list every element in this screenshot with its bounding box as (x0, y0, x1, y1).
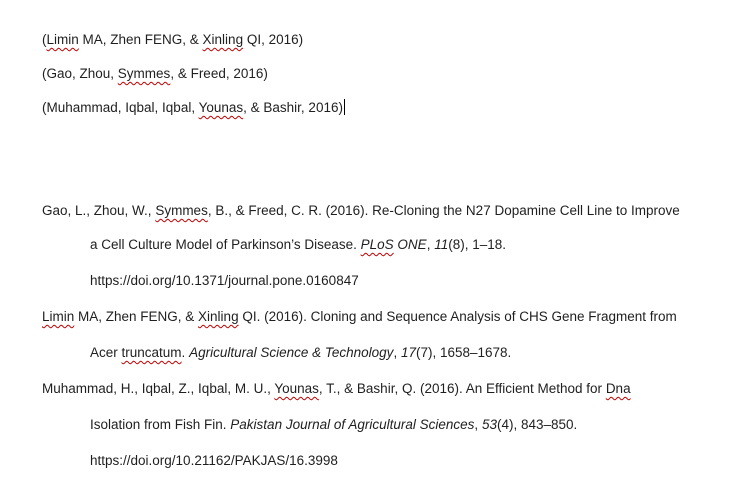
text: Muhammad, H., Iqbal, Z., Iqbal, M. U., (42, 381, 275, 396)
reference-3-doi[interactable]: https://doi.org/10.21162/PAKJAS/16.3998 (90, 453, 338, 468)
spellcheck-word[interactable]: Younas (198, 100, 244, 115)
reference-1-doi[interactable]: https://doi.org/10.1371/journal.pone.0160847 (90, 273, 359, 288)
citation-line-1[interactable] (42, 31, 303, 49)
reference-1-line-1[interactable] (42, 202, 680, 220)
text: , & Freed, 2016) (170, 66, 268, 81)
text: (7), 1658–1678. (415, 345, 512, 360)
text: . (181, 345, 190, 360)
text: , (474, 417, 482, 432)
text: Gao, L., Zhou, W., (42, 203, 156, 218)
text: (4), 843–850. (496, 417, 578, 432)
spellcheck-word[interactable]: Younas (274, 381, 319, 396)
citation-line-2[interactable] (42, 65, 268, 83)
text: , B., & Freed, C. R. (2016). Re-Cloning the N27 Dopamine Cell Line to Improve (207, 203, 680, 218)
text: a Cell Culture Model of Parkinson’s Disease. (90, 237, 361, 252)
text: MA, Zhen FENG, & (74, 309, 199, 324)
volume: 11 (434, 237, 449, 252)
spellcheck-word[interactable]: Symmes (117, 66, 171, 81)
text-cursor (344, 99, 345, 115)
text: QI, 2016) (243, 32, 304, 47)
text: (Gao, Zhou, (42, 66, 118, 81)
reference-3-line-1[interactable] (42, 380, 631, 398)
reference-2-line-2[interactable] (90, 344, 511, 362)
text: , (393, 345, 401, 360)
journal-name: Agricultural Science & Technology (189, 345, 394, 360)
spellcheck-word[interactable]: Symmes (155, 203, 208, 218)
text: Isolation from Fish Fin. (90, 417, 231, 432)
text: (8), 1–18. (448, 237, 507, 252)
text: (Muhammad, Iqbal, Iqbal, (42, 100, 199, 115)
reference-3-line-2[interactable] (90, 416, 577, 434)
journal-name: ONE (393, 237, 427, 252)
spellcheck-word[interactable]: PLoS (360, 237, 394, 252)
journal-name: Pakistan Journal of Agricultural Sciences (230, 417, 475, 432)
volume: 53 (481, 417, 497, 432)
text: , & Bashir, 2016) (243, 100, 343, 115)
text: MA, Zhen FENG, & (78, 32, 203, 47)
text: , (426, 237, 435, 252)
text: Acer (90, 345, 122, 360)
spellcheck-word[interactable]: Xinling (202, 32, 244, 47)
reference-2-line-1[interactable] (42, 308, 677, 326)
spellcheck-word[interactable]: Xinling (198, 309, 239, 324)
text: ( (42, 32, 47, 47)
spellcheck-word[interactable]: Limin (46, 32, 79, 47)
text: QI. (2016). Cloning and Sequence Analysis of CHS Gene Fragment from (238, 309, 677, 324)
text: , T., & Bashir, Q. (2016). An Efficient Method for (318, 381, 606, 396)
spellcheck-word[interactable]: truncatum (121, 345, 182, 360)
spellcheck-word[interactable]: Limin (42, 309, 75, 324)
citation-line-3[interactable] (42, 99, 345, 117)
volume: 17 (400, 345, 416, 360)
spellcheck-word[interactable]: Dna (605, 381, 631, 396)
reference-1-line-2[interactable] (90, 236, 506, 254)
